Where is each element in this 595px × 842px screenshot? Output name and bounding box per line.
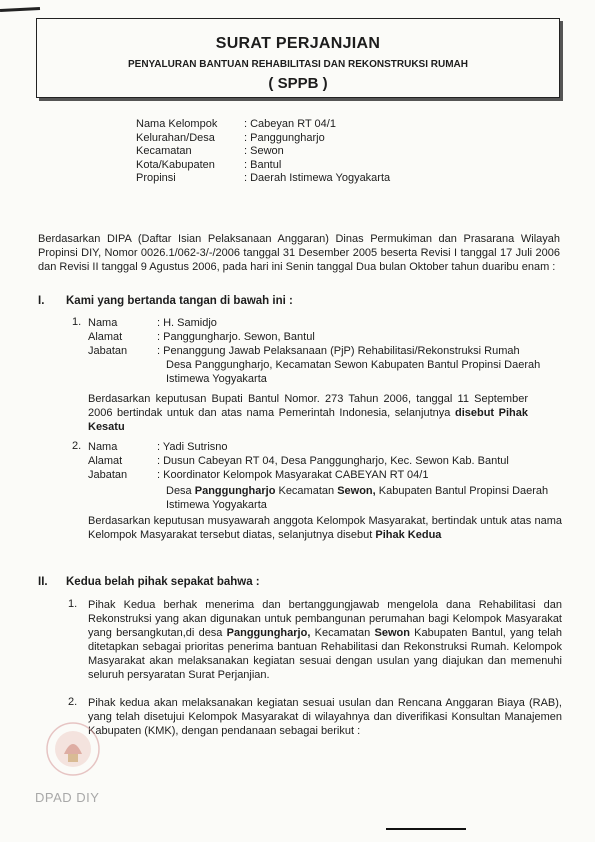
party-2-basis-text: Berdasarkan keputusan musyawarah anggota Kelompok Masyarakat, bertindak untuk atas nama Kelompok Masyarakat tersebut diatas, selanjutnya disebut bbox=[88, 515, 562, 541]
label-jabatan: Jabatan bbox=[88, 345, 128, 357]
text-span: Kabupaten Bantul Propinsi Daerah bbox=[375, 485, 549, 497]
label-alamat: Alamat bbox=[88, 331, 123, 343]
item-1-text bbox=[88, 598, 562, 682]
village-name: Panggungharjo, bbox=[226, 627, 311, 639]
info-row bbox=[136, 145, 390, 159]
party-1-role: disebut Pihak Kesatu bbox=[88, 407, 528, 433]
party-2-jabatan: : Koordinator Kelompok Masyarakat CABEYAN RT 04/1 bbox=[157, 469, 429, 481]
document-code: ( SPPB ) bbox=[268, 75, 328, 92]
watermark: DPAD DIY bbox=[35, 790, 100, 805]
signature-line bbox=[386, 828, 466, 830]
text-span: Kabupaten Bantul, yang telah ditetapkan sebagai prioritas penerima bantuan Rehabilitasi dan Rekonstruksi Rumah. Kelompok Masyarakat akan melaksanakan kegiatan sesuai dengan usulan yang diajukan dan memenuhi seluruh persyaratan Surat Perjanjian. bbox=[88, 627, 562, 681]
section-1-title: Kami yang bertanda tangan di bawah ini : bbox=[66, 295, 293, 307]
scan-mark bbox=[0, 7, 40, 12]
party-2-number: 2. bbox=[72, 440, 82, 452]
label-jabatan: Jabatan bbox=[88, 469, 128, 481]
text-span: Pihak Kedua berhak menerima dan bertanggungjawab mengelola dana Rehabilitasi dan Rekonstruksi yang akan digunakan untuk pembangunan perumahan bagi Kelompok Masyarakat yang bersangkutan,di desa bbox=[88, 599, 562, 639]
text-span: Desa bbox=[166, 485, 195, 497]
info-label: Kota/Kabupaten bbox=[136, 158, 215, 171]
info-label: Kecamatan bbox=[136, 145, 192, 157]
text-span: Kecamatan bbox=[275, 485, 338, 497]
header-box bbox=[36, 18, 560, 98]
intro-paragraph: Berdasarkan DIPA (Daftar Isian Pelaksanaan Anggaran) Dinas Permukiman dan Prasarana Wilayah Propinsi DIY, Nomor 0026.1/062-3/-/2006 tanggal 31 Desember 2005 beserta Revisi I tanggal 17 Juli 2006 dan Revisi II tanggal 9 Agustus 2006, pada hari ini Senin tanggal Dua bulan Oktober tahun duaribu enam : bbox=[38, 233, 560, 273]
district-name: Sewon, bbox=[337, 485, 376, 497]
label-nama: Nama bbox=[88, 441, 118, 453]
info-label: Nama Kelompok bbox=[136, 118, 218, 130]
party-1-labels bbox=[88, 316, 127, 358]
party-2-alamat: : Dusun Cabeyan RT 04, Desa Panggungharjo, Kec. Sewon Kab. Bantul bbox=[157, 455, 509, 467]
party-1-alamat: : Panggungharjo. Sewon, Bantul bbox=[157, 331, 315, 343]
party-1-jabatan-line3: Istimewa Yogyakarta bbox=[166, 373, 267, 385]
party-1-basis bbox=[88, 392, 528, 434]
party-1-basis-text: Berdasarkan keputusan Bupati Bantul Nomor. 273 Tahun 2006, tanggal 11 September 2006 bertindak untuk dan atas nama Pemerintah Indonesia, selanjutnya bbox=[88, 393, 528, 419]
info-value: : Panggungharjo bbox=[244, 131, 325, 144]
document-subtitle: PENYALURAN BANTUAN REHABILITASI DAN REKONSTRUKSI RUMAH bbox=[127, 59, 468, 70]
party-1-values bbox=[157, 316, 557, 386]
info-value: : Bantul bbox=[244, 158, 282, 171]
village-name: Panggungharjo bbox=[194, 485, 276, 497]
document-title: SURAT PERJANJIAN bbox=[215, 35, 381, 52]
party-2-values bbox=[157, 440, 557, 482]
item-2-number: 2. bbox=[68, 696, 78, 708]
info-value: : Cabeyan RT 04/1 bbox=[244, 118, 336, 130]
item-1-number: 1. bbox=[68, 598, 78, 610]
party-1-number: 1. bbox=[72, 316, 82, 328]
party-2-role: Pihak Kedua bbox=[375, 529, 442, 541]
label-alamat: Alamat bbox=[88, 455, 123, 467]
party-1-jabatan-line2: Desa Panggungharjo, Kecamatan Sewon Kabupaten Bantul Propinsi Daerah bbox=[166, 359, 541, 371]
label-nama: Nama bbox=[88, 317, 118, 329]
info-value: : Daerah Istimewa Yogyakarta bbox=[244, 172, 391, 184]
group-info bbox=[136, 118, 390, 186]
text-span: Kecamatan bbox=[310, 627, 375, 639]
info-value: : Sewon bbox=[244, 145, 284, 157]
info-label: Propinsi bbox=[136, 172, 176, 184]
item-2-text: Pihak kedua akan melaksanakan kegiatan sesuai usulan dan Rencana Anggaran Biaya (RAB), yang telah disetujui Kelompok Masyarakat di wilayahnya dan diverifikasi Konsultan Manajemen Kabupaten (KMK), dengan pendanaan sebagai berikut : bbox=[88, 697, 562, 737]
party-2-basis bbox=[88, 514, 562, 542]
section-2-title: Kedua belah pihak sepakat bahwa : bbox=[66, 576, 260, 588]
party-2-labels bbox=[88, 440, 127, 482]
party-1-jabatan: : Penanggung Jawab Pelaksanaan (PjP) Rehabilitasi/Rekonstruksi Rumah bbox=[157, 345, 520, 357]
emblem-seal-icon bbox=[44, 720, 102, 778]
info-row bbox=[136, 118, 390, 132]
party-1-nama: : H. Samidjo bbox=[157, 317, 217, 329]
party-2-jabatan-line3: Istimewa Yogyakarta bbox=[166, 499, 267, 511]
party-2-nama: : Yadi Sutrisno bbox=[157, 441, 228, 453]
info-row bbox=[136, 172, 390, 186]
info-row bbox=[136, 159, 390, 173]
section-2-number: II. bbox=[38, 576, 48, 588]
district-name: Sewon bbox=[374, 627, 410, 639]
section-1-number: I. bbox=[38, 295, 45, 307]
party-2-jabatan-line2 bbox=[166, 484, 562, 498]
info-row bbox=[136, 132, 390, 146]
info-label: Kelurahan/Desa bbox=[136, 131, 215, 144]
